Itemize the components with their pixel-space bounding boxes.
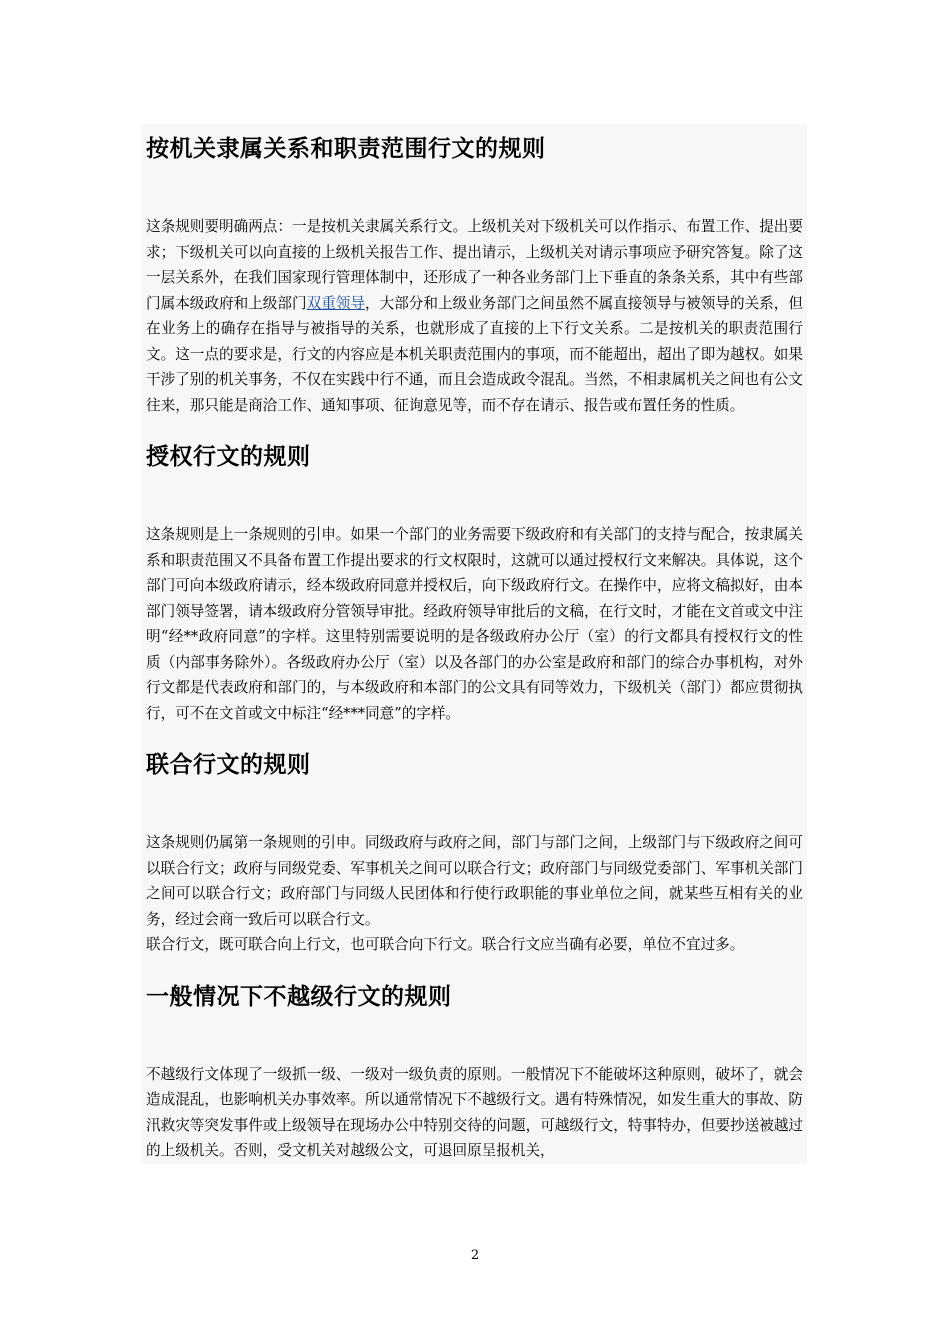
section-paragraph	[142, 214, 807, 418]
section-heading: 一般情况下不越级行文的规则	[146, 983, 452, 1010]
section-jurisdiction-rule	[142, 124, 807, 418]
page-number: 2	[470, 1248, 480, 1263]
section-heading: 按机关隶属关系和职责范围行文的规则	[146, 136, 546, 162]
paragraph-text: ，大部分和上级业务部门之间虽然不属直接领导与被领导的关系，但在业务上的确存在指导与被指导的关系，也就形成了直接的上下行文关系。二是按机关的职责范围行文。这一点的要求是，行文的内容应是本机关职责范围内的事项，而不能超出，超出了即为越权。如果干涉了别的机关事务，不仅在实践中行不通，而且会造成政令混乱。当然，不相隶属机关之间也有公文往来，那只能是商洽工作、通知事项、征询意见等，而不存在请示、报告或布置任务的性质。	[146, 294, 803, 414]
paragraph-text: 这条规则要明确两点：一是按机关隶属关系行文。上级机关对下级机关可以作指示、布置工作、提出要求；下级机关可以向直接的上级机关报告工作、提出请示，上级机关对请示事项应予研究答复。除了这一层关系外，在我们国家现行管理体制中，还形成了一种各业务部门上下垂直的条条关系，其中有些部门属本级政府和上级部门	[146, 218, 803, 312]
section-paragraph: 不越级行文体现了一级抓一级、一级对一级负责的原则。一般情况下不能破坏这种原则，破坏了，就会造成混乱，也影响机关办事效率。所以通常情况下不越级行文。遇有特殊情况，如发生重大的事故、防汛救灾等突发事件或上级领导在现场办公中特别交待的问题，可越级行文，特事特办，但要抄送被越过的上级机关。否则，受文机关对越级公文，可退回原呈报机关，	[146, 1065, 803, 1159]
section-paragraph: 这条规则仍属第一条规则的引申。同级政府与政府之间，部门与部门之间，上级部门与下级政府之间可以联合行文；政府与同级党委、军事机关之间可以联合行文；政府部门与同级党委部门、军事机关部门之间可以联合行文；政府部门与同级人民团体和行使行政职能的事业单位之间，就某些互相有关的业务，经过会商一致后可以联合行文。	[146, 834, 803, 928]
dual-leadership-link[interactable]: 双重领导	[306, 294, 365, 312]
section-paragraph: 这条规则是上一条规则的引申。如果一个部门的业务需要下级政府和有关部门的支持与配合，按隶属关系和职责范围又不具备布置工作提出要求的行文权限时，这就可以通过授权行文来解决。具体说，这个部门可向本级政府请示，经本级政府同意并授权后，向下级政府行文。在操作中，应将文稿拟好，由本部门领导签署，请本级政府分管领导审批。经政府领导审批后的文稿，在行文时，才能在文首或文中注明“经**政府同意”的字样。这里特别需要说明的是各级政府办公厅（室）的行文都具有授权行文的性质（内部事务除外）。各级政府办公厅（室）以及各部门的办公室是政府和部门的综合办事机构，对外行文都是代表政府和部门的，与本级政府和本部门的公文具有同等效力，下级机关（部门）都应贯彻执行，可不在文首或文中标注“经***同意”的字样。	[146, 526, 803, 722]
section-authorized-rule	[142, 432, 807, 726]
section-no-skip-level-rule	[142, 972, 807, 1164]
section-joint-rule	[142, 740, 807, 958]
section-heading: 授权行文的规则	[146, 444, 311, 470]
document-body	[142, 124, 807, 1164]
section-paragraph: 联合行文，既可联合向上行文，也可联合向下行文。联合行文应当确有必要，单位不宜过多。	[146, 936, 745, 953]
section-heading: 联合行文的规则	[146, 752, 311, 778]
